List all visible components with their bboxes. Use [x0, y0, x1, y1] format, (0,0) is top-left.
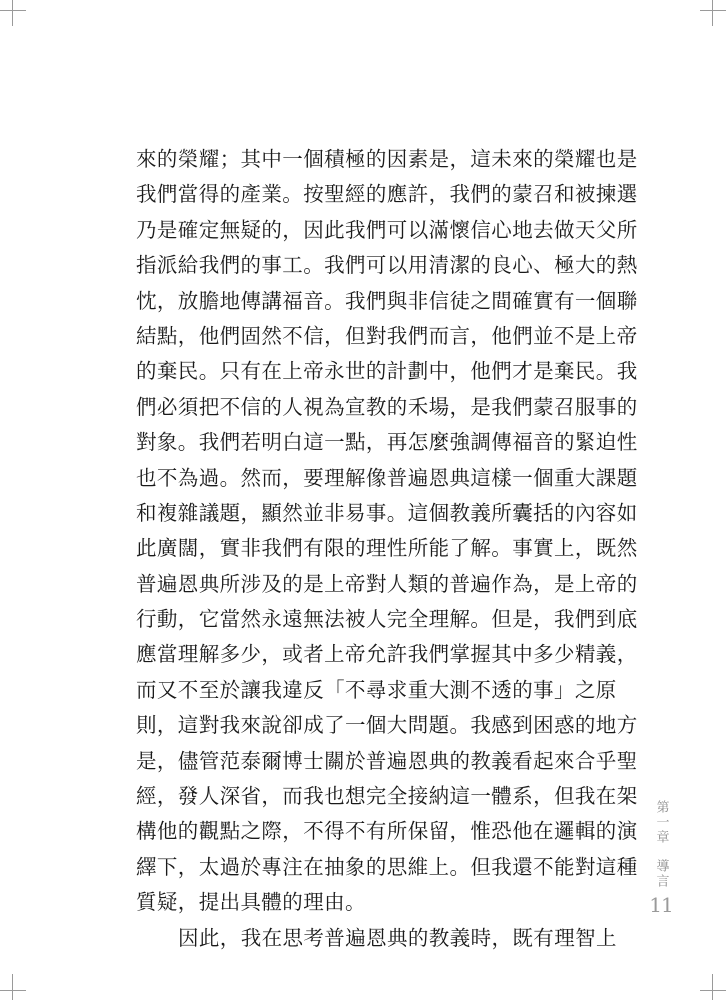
crop-mark-bottom-right-h	[700, 990, 726, 991]
body-line: 我們當得的產業。按聖經的應許，我們的蒙召和被揀選	[136, 182, 638, 207]
body-line: 指派給我們的事工。我們可以用清潔的良心、極大的熱	[136, 253, 638, 278]
body-line: 應當理解多少，或者上帝允許我們掌握其中多少精義，	[136, 642, 638, 667]
body-line: 的棄民。只有在上帝永世的計劃中，他們才是棄民。我	[136, 359, 638, 384]
body-line: 則，這對我來說卻成了一個大問題。我感到困惑的地方	[136, 713, 638, 738]
body-line: 和複雜議題，顯然並非易事。這個教義所囊括的內容如	[136, 500, 638, 525]
crop-mark-bottom-left-h	[0, 990, 26, 991]
crop-mark-top-right-v	[712, 0, 713, 26]
crop-mark-top-right-h	[700, 10, 726, 11]
crop-mark-bottom-right-v	[712, 974, 713, 1000]
page-number: 11	[649, 893, 673, 917]
body-line: 此廣闊，實非我們有限的理性所能了解。事實上，既然	[136, 536, 638, 561]
body-line-paragraph-start: 因此，我在思考普遍恩典的教義時，既有理智上	[178, 925, 617, 950]
body-line: 們必須把不信的人視為宣教的禾場，是我們蒙召服事的	[136, 394, 638, 419]
crop-mark-bottom-left-v	[12, 974, 13, 1000]
chapter-label: 第一章	[653, 800, 669, 845]
crop-mark-top-left-h	[0, 10, 26, 11]
body-line: 乃是確定無疑的，因此我們可以滿懷信心地去做天父所	[136, 217, 638, 242]
body-line: 也不為過。然而，要理解像普遍恩典這樣一個重大課題	[136, 465, 638, 490]
body-line: 普遍恩典所涉及的是上帝對人類的普遍作為，是上帝的	[136, 571, 638, 596]
body-text	[136, 142, 638, 956]
body-line: 來的榮耀；其中一個積極的因素是，這未來的榮耀也是	[136, 147, 638, 171]
section-label: 導言	[653, 859, 669, 889]
body-line: 質疑，提出具體的理由。	[136, 890, 366, 915]
body-line: 構他的觀點之際，不得不有所保留，惟恐他在邏輯的演	[136, 819, 638, 844]
body-line: 經，發人深省，而我也想完全接納這一體系，但我在架	[136, 784, 638, 809]
body-line: 行動，它當然永遠無法被人完全理解。但是，我們到底	[136, 607, 638, 632]
body-line: 結點，他們固然不信，但對我們而言，他們並不是上帝	[136, 323, 638, 348]
body-line: 是，儘管范泰爾博士關於普遍恩典的教義看起來合乎聖	[136, 748, 638, 773]
running-header	[650, 800, 672, 917]
body-line: 對象。我們若明白這一點，再怎麼強調傳福音的緊迫性	[136, 430, 638, 455]
crop-mark-top-left-v	[12, 0, 13, 26]
body-line: 忱，放膽地傳講福音。我們與非信徒之間確實有一個聯	[136, 288, 638, 313]
body-line: 而又不至於讓我違反「不尋求重大測不透的事」之原	[136, 677, 617, 702]
body-line: 繹下，太過於專注在抽象的思維上。但我還不能對這種	[136, 854, 638, 879]
